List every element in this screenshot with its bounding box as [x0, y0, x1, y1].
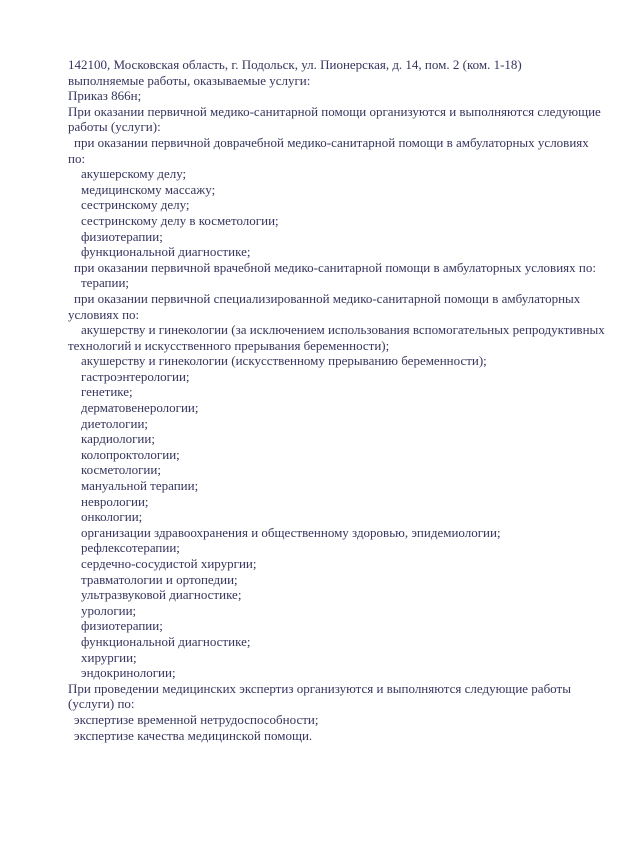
document-line: Приказ 866н; [68, 88, 142, 104]
document-line: косметологии; [81, 462, 161, 478]
document-line: акушерству и гинекологии (за исключением использования вспомогательных репродуктивных [81, 322, 605, 338]
document-line: акушерскому делу; [81, 166, 187, 182]
document-line: физиотерапии; [81, 228, 163, 244]
document-line: функциональной диагностике; [81, 244, 251, 260]
document-line: медицинскому массажу; [81, 181, 216, 197]
document-line: урологии; [81, 602, 137, 618]
document-line: при оказании первичной врачебной медико-санитарной помощи в амбулаторных условиях по: [74, 259, 596, 275]
document-line: онкологии; [81, 509, 143, 525]
document-line: экспертизе качества медицинской помощи. [74, 727, 313, 743]
document-line: (услуги) по: [68, 696, 135, 712]
document-line: при оказании первичной доврачебной медико-санитарной помощи в амбулаторных условиях [74, 134, 589, 150]
document-line: условиях по: [68, 306, 140, 322]
document-line: при оказании первичной специализированной медико-санитарной помощи в амбулаторных [74, 290, 581, 306]
document-line: кардиологии; [81, 431, 155, 447]
document-line: колопроктологии; [81, 446, 180, 462]
document-line: выполняемые работы, оказываемые услуги: [68, 72, 311, 88]
document-line: сестринскому делу; [81, 197, 190, 213]
document-line: ультразвуковой диагностике; [81, 587, 242, 603]
document-line: 142100, Московская область, г. Подольск, ул. Пионерская, д. 14, пом. 2 (ком. 1-18) [68, 57, 522, 72]
document-line: сестринскому делу в косметологии; [81, 212, 279, 228]
document-line: рефлексотерапии; [81, 540, 180, 556]
document-line: травматологии и ортопедии; [81, 571, 238, 587]
document-line: мануальной терапии; [81, 478, 199, 494]
document-line: организации здравоохранения и общественному здоровью, эпидемиологии; [81, 524, 501, 540]
document-line: по: [68, 150, 86, 166]
document-line: неврологии; [81, 493, 149, 509]
document-line: При проведении медицинских экспертиз организуются и выполняются следующие работы [68, 680, 571, 696]
document-line: работы (услуги): [68, 119, 161, 135]
document-line: гастроэнтерологии; [81, 368, 190, 384]
document-line: дерматовенерологии; [81, 400, 199, 416]
document-line: генетике; [81, 384, 133, 400]
document-line: эндокринологии; [81, 665, 176, 681]
document-line: терапии; [81, 275, 130, 291]
document-line: физиотерапии; [81, 618, 163, 634]
document-line: экспертизе временной нетрудоспособности; [74, 711, 319, 727]
document-line: диетологии; [81, 415, 149, 431]
license-document [68, 57, 613, 743]
document-line: технологий и искусственного прерывания беременности); [68, 337, 390, 353]
document-line: функциональной диагностике; [81, 633, 251, 649]
document-line: хирургии; [81, 649, 137, 665]
document-line: При оказании первичной медико-санитарной помощи организуются и выполняются следующие [68, 103, 601, 119]
document-line: акушерству и гинекологии (искусственному прерыванию беременности); [81, 353, 487, 369]
document-line: сердечно-сосудистой хирургии; [81, 556, 257, 571]
